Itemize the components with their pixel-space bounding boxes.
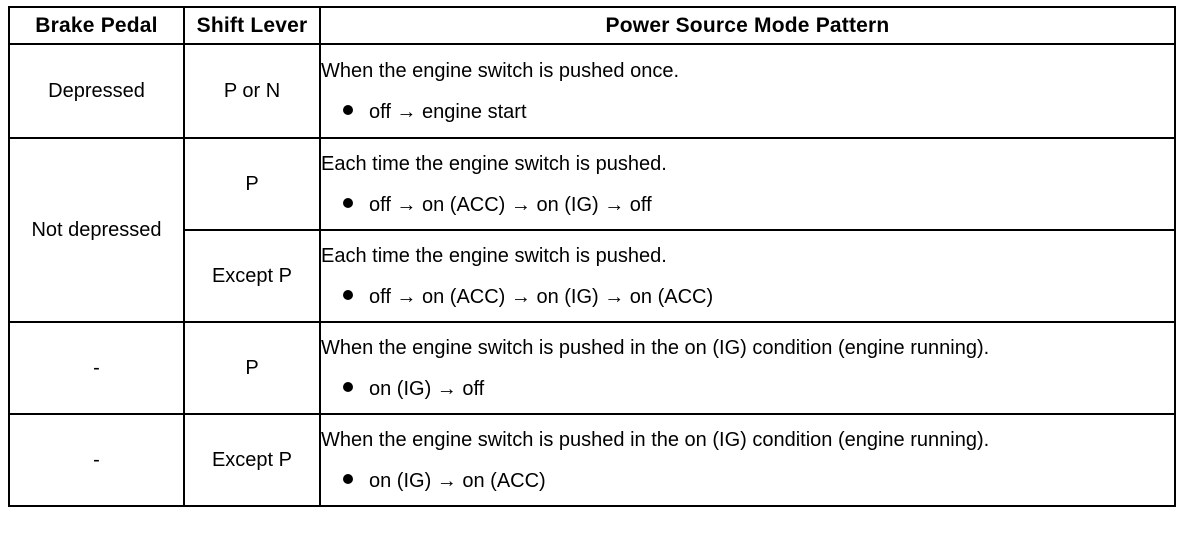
column-header-power-source-mode-pattern: Power Source Mode Pattern: [320, 7, 1175, 44]
cell-brake-pedal: -: [9, 414, 184, 506]
pattern-bullet-text: off → engine start: [369, 100, 527, 123]
bullet-dot-icon: [343, 105, 353, 115]
pattern-lead-text: When the engine switch is pushed in the on (IG) condition (engine running).: [321, 428, 990, 451]
pattern-bullet-text: off → on (ACC) → on (IG) → on (ACC): [369, 285, 714, 308]
table-row: [9, 230, 1175, 322]
pattern-bullet-item: [321, 284, 1174, 310]
bullet-dot-icon: [343, 290, 353, 300]
table-row: [9, 322, 1175, 414]
table-row: [9, 138, 1175, 230]
cell-power-source-mode-pattern: [320, 322, 1175, 414]
pattern-bullet-text: on (IG) → on (ACC): [369, 469, 546, 492]
table-row: [9, 44, 1175, 138]
bullet-dot-icon: [343, 198, 353, 208]
table-row: [9, 414, 1175, 506]
pattern-bullet-text: off → on (ACC) → on (IG) → off: [369, 193, 652, 216]
pattern-bullet-item: [321, 192, 1174, 218]
cell-power-source-mode-pattern: [320, 414, 1175, 506]
pattern-lead-text: When the engine switch is pushed once.: [321, 59, 679, 82]
pattern-lead-text: Each time the engine switch is pushed.: [321, 244, 667, 267]
column-header-shift-lever: Shift Lever: [184, 7, 320, 44]
cell-brake-pedal: -: [9, 322, 184, 414]
cell-brake-pedal: Depressed: [9, 44, 184, 138]
cell-power-source-mode-pattern: [320, 138, 1175, 230]
cell-shift-lever: Except P: [184, 230, 320, 322]
cell-shift-lever: P: [184, 138, 320, 230]
cell-brake-pedal: Not depressed: [9, 138, 184, 322]
bullet-dot-icon: [343, 474, 353, 484]
pattern-bullet-item: [321, 468, 1174, 494]
column-header-brake-pedal: Brake Pedal: [9, 7, 184, 44]
cell-power-source-mode-pattern: [320, 230, 1175, 322]
cell-shift-lever: P: [184, 322, 320, 414]
pattern-bullet-item: [321, 376, 1174, 402]
table-header-row: [9, 7, 1175, 44]
pattern-bullet-text: on (IG) → off: [369, 377, 485, 400]
cell-shift-lever: P or N: [184, 44, 320, 138]
bullet-dot-icon: [343, 382, 353, 392]
pattern-lead-text: When the engine switch is pushed in the on (IG) condition (engine running).: [321, 336, 990, 359]
cell-power-source-mode-pattern: [320, 44, 1175, 138]
power-source-mode-table: [8, 6, 1176, 507]
pattern-lead-text: Each time the engine switch is pushed.: [321, 152, 667, 175]
pattern-bullet-item: [321, 99, 1174, 125]
cell-shift-lever: Except P: [184, 414, 320, 506]
